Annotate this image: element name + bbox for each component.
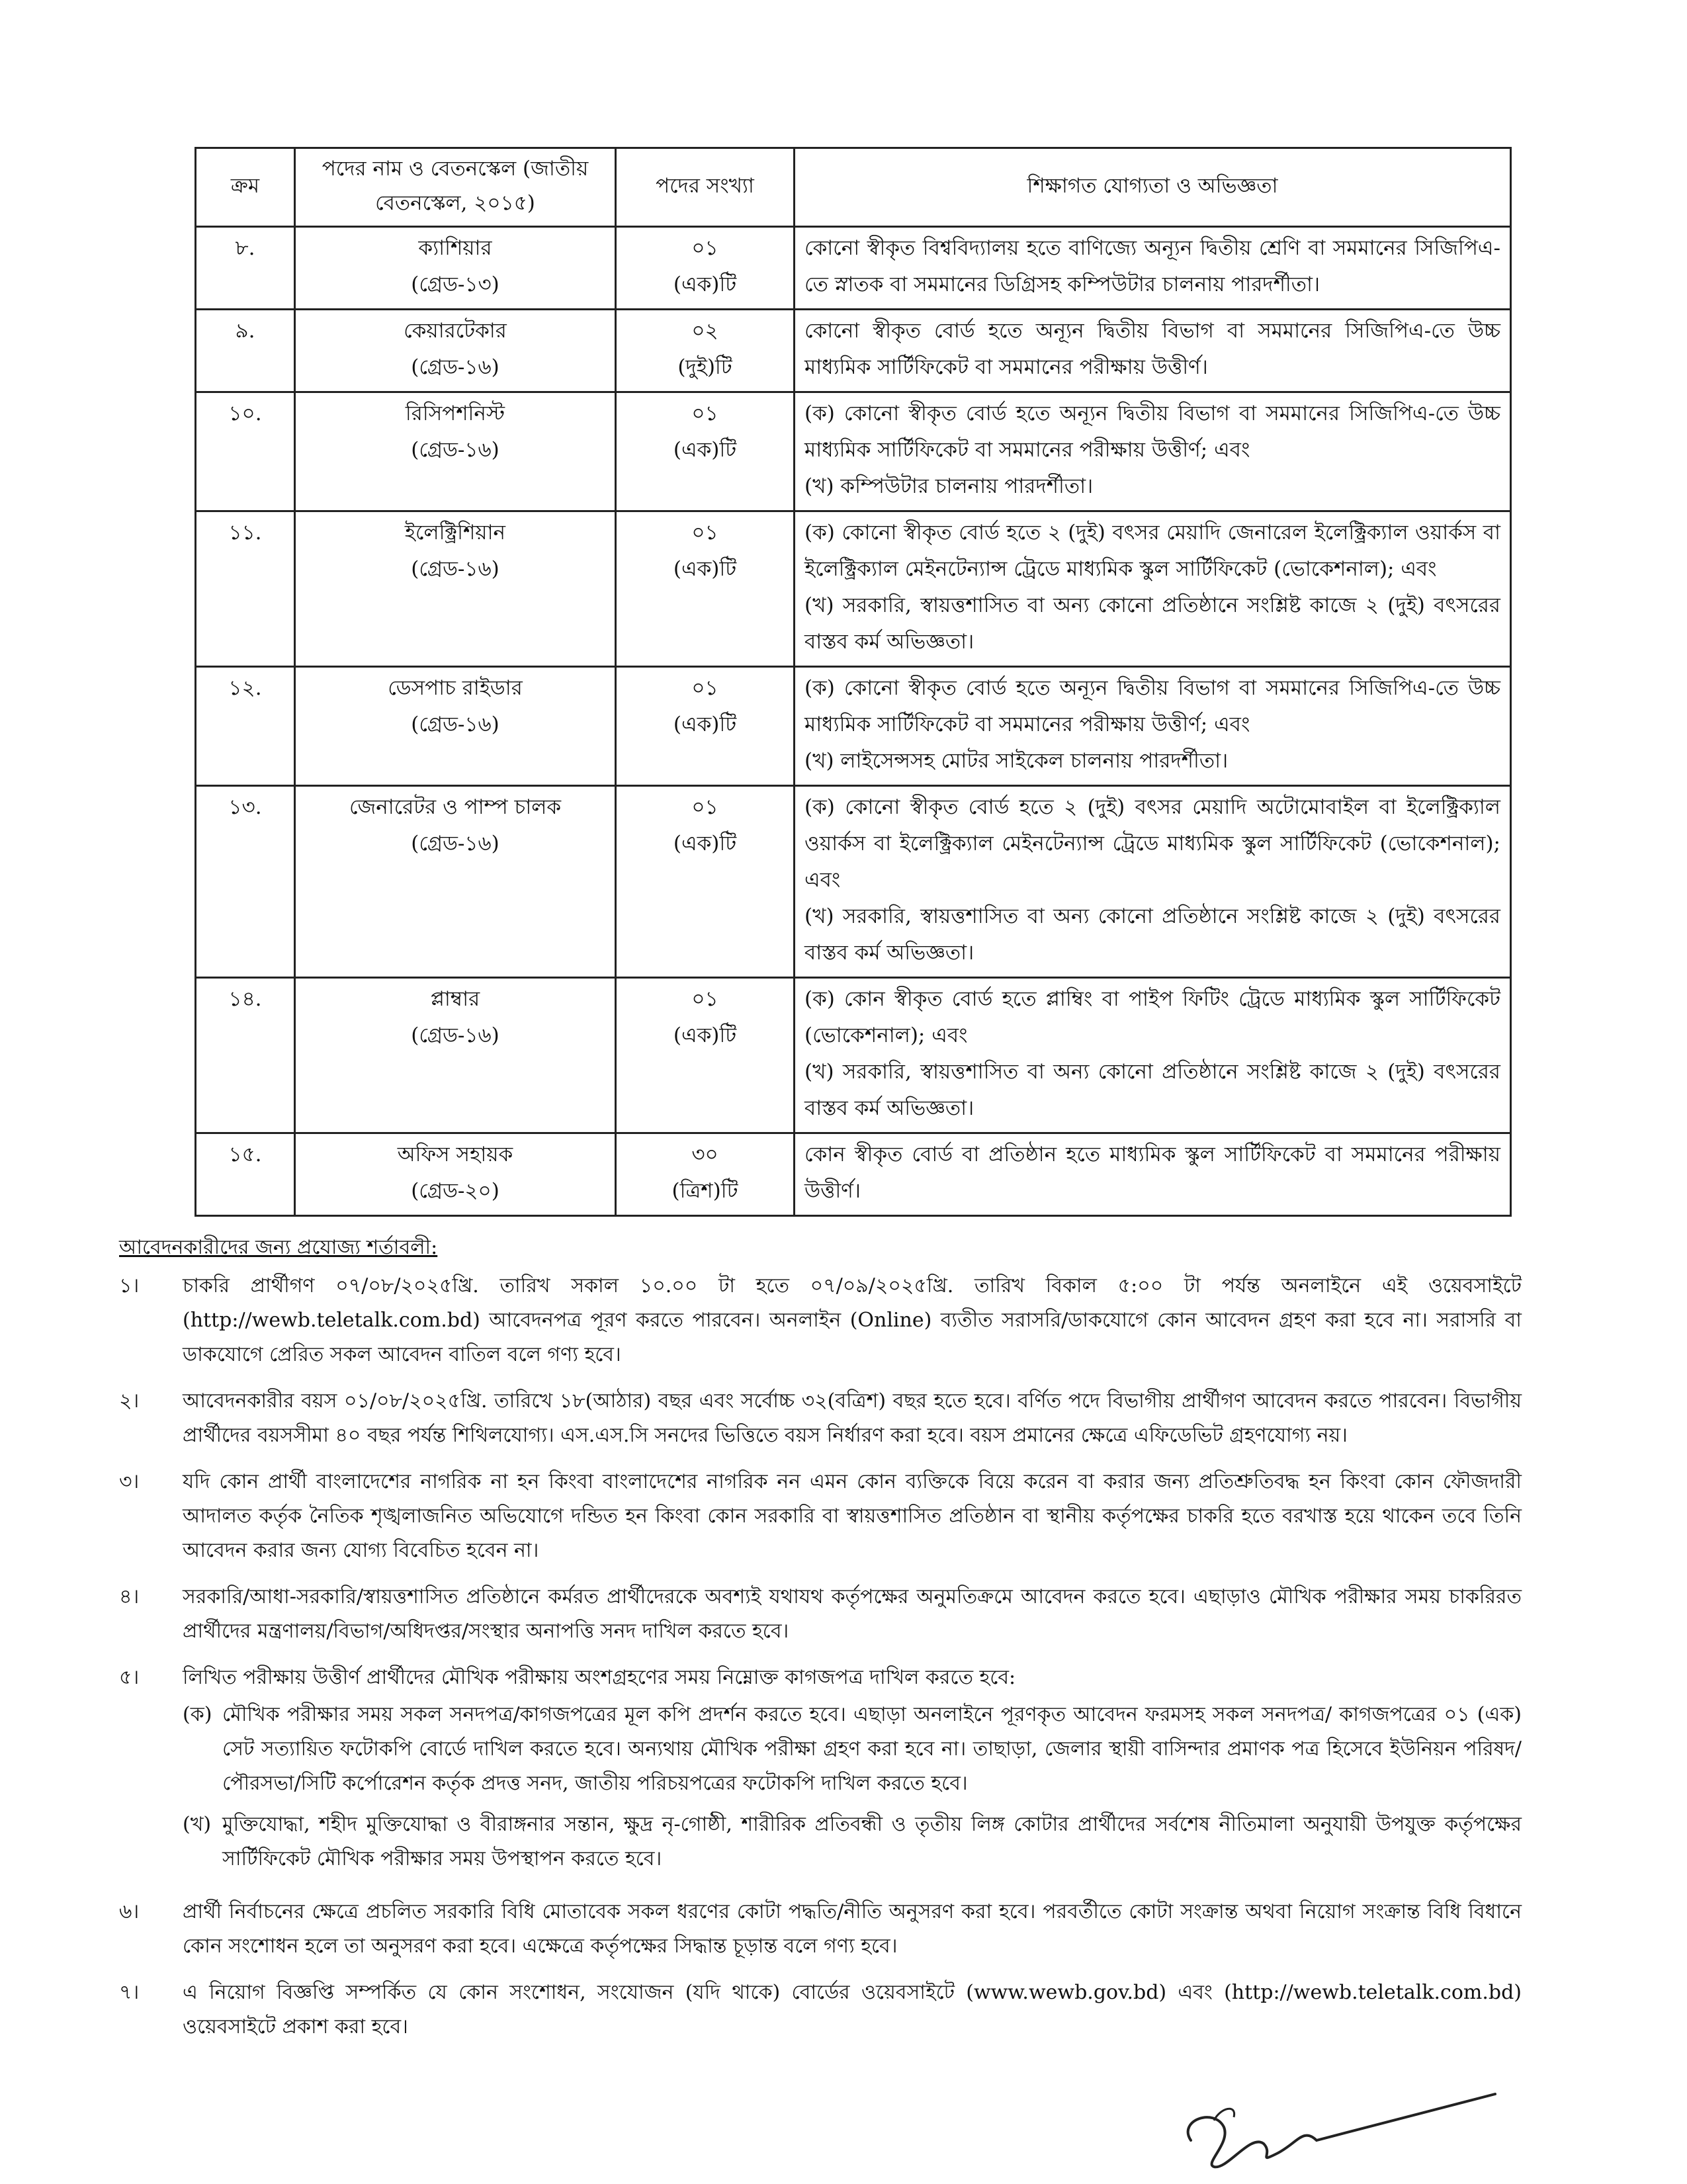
row-post (295, 786, 616, 978)
conditions-section (119, 1231, 1522, 2056)
row-serial: ১২. (196, 667, 295, 786)
row-serial: ১০. (196, 392, 295, 511)
table-row (196, 392, 1511, 511)
condition-text: প্রার্থী নির্বাচনের ক্ষেত্রে প্রচলিত সরকারি বিধি মোতাবেক সকল ধরণের কোটা পদ্ধতি/নীতি অনুসরণ করা হবে। পরবর্তীতে কোটা সংক্রান্ত অথবা নিয়োগ সংক্রান্ত বিধি বিধানে কোন সংশোধন হলে তা অনুসরণ করা হবে। এক্ষেত্রে কর্তৃপক্ষের সিদ্ধান্ত চূড়ান্ত বলে গণ্য হবে। (183, 1900, 1522, 1958)
row-post (295, 392, 616, 511)
condition-item (119, 1580, 1522, 1649)
qualification-line: (ক) কোনো স্বীকৃত বোর্ড হতে অন্যূন দ্বিতীয় বিভাগ বা সমমানের সিজিপিএ-তে উচ্চ মাধ্যমিক সার্টিফিকেট বা সমমানের পরীক্ষায় উত্তীর্ণ; এবং (804, 402, 1500, 462)
row-count (616, 511, 795, 667)
condition-item (119, 1976, 1522, 2044)
condition-text: চাকরি প্রার্থীগণ ০৭/০৮/২০২৫খ্রি. তারিখ সকাল ১০.০০ টা হতে ০৭/০৯/২০২৫খ্রি. তারিখ বিকাল ৫:০০ টা পর্যন্ত অনলাইনে এই ওয়েবসাইটে (http://wewb.teletalk.com.bd) আবেদনপত্র পূরণ করতে পারবেন। অনলাইন (Online) ব্যতীত সরাসরি/ডাকযোগে কোন আবেদন গ্রহণ করা হবে না। সরাসরি বা ডাকযোগে প্রেরিত সকল আবেদন বাতিল বলে গণ্য হবে। (183, 1274, 1522, 1366)
job-table (195, 147, 1512, 1217)
condition-body (183, 1661, 1522, 1883)
condition-item (119, 1384, 1522, 1453)
post-grade: (গ্রেড-১৬) (411, 438, 499, 462)
count-number: ০১ (691, 236, 718, 260)
post-name: ইলেক্ট্রিশিয়ান (404, 521, 506, 545)
row-serial: ৮. (196, 227, 295, 310)
condition-number: ২। (119, 1389, 140, 1413)
condition-number: ৩। (119, 1470, 140, 1493)
count-number: ০১ (691, 795, 718, 819)
table-row (196, 511, 1511, 667)
count-number: ০১ (691, 987, 718, 1011)
condition-item (119, 1661, 1522, 1883)
condition-subitem (183, 1698, 1522, 1801)
row-qualification (795, 392, 1511, 511)
table-row (196, 227, 1511, 310)
condition-body (183, 1384, 1522, 1453)
table-row (196, 786, 1511, 978)
qualification-line: (ক) কোন স্বীকৃত বোর্ড হতে প্লাম্বিং বা পাইপ ফিটিং ট্রেডে মাধ্যমিক স্কুল সার্টিফিকেট (ভোকেশনাল); এবং (804, 987, 1500, 1047)
qualification-line: (খ) সরকারি, স্বায়ত্তশাসিত বা অন্য কোনো প্রতিষ্ঠানে সংশ্লিষ্ট কাজে ২ (দুই) বৎসরের বাস্তব কর্ম অভিজ্ঞতা। (804, 904, 1500, 965)
table-row (196, 310, 1511, 392)
row-post (295, 978, 616, 1133)
post-name: রিসিপশনিস্ট (405, 402, 505, 425)
post-grade: (গ্রেড-১৬) (411, 713, 499, 736)
condition-item (119, 1465, 1522, 1568)
row-count (616, 227, 795, 310)
row-post (295, 511, 616, 667)
post-name: জেনারেটর ও পাম্প চালক (349, 795, 562, 819)
condition-text: যদি কোন প্রার্থী বাংলাদেশের নাগরিক না হন কিংবা বাংলাদেশের নাগরিক নন এমন কোন ব্যক্তিকে বিয়ে করেন বা করার জন্য প্রতিশ্রুতিবদ্ধ হন কিংবা কোন ফৌজদারী আদালত কর্তৃক নৈতিক শৃঙ্খলাজনিত অভিযোগে দন্ডিত হন কিংবা কোন সরকারি বা স্বায়ত্তশাসিত প্রতিষ্ঠান বা স্থানীয় কর্তৃপক্ষের চাকরি হতে বরখাস্ত হয়ে থাকেন তবে তিনি আবেদন করার জন্য যোগ্য বিবেচিত হবেন না। (183, 1470, 1522, 1562)
header-count: পদের সংখ্যা (616, 148, 795, 227)
qualification-line: (খ) সরকারি, স্বায়ত্তশাসিত বা অন্য কোনো প্রতিষ্ঠানে সংশ্লিষ্ট কাজে ২ (দুই) বৎসরের বাস্তব কর্ম অভিজ্ঞতা। (804, 593, 1500, 654)
row-qualification (795, 511, 1511, 667)
conditions-heading: আবেদনকারীদের জন্য প্রযোজ্য শর্তাবলী: (119, 1236, 438, 1259)
row-post (295, 667, 616, 786)
count-number: ০১ (691, 521, 718, 545)
table-row (196, 978, 1511, 1133)
count-words: (এক)টি (673, 1024, 737, 1047)
row-count (616, 1133, 795, 1216)
row-count (616, 978, 795, 1133)
row-qualification (795, 1133, 1511, 1216)
count-words: (এক)টি (673, 832, 737, 855)
row-post (295, 310, 616, 392)
row-serial: ১৫. (196, 1133, 295, 1216)
condition-text: সরকারি/আধা-সরকারি/স্বায়ত্তশাসিত প্রতিষ্ঠানে কর্মরত প্রার্থীদেরকে অবশ্যই যথাযথ কর্তৃপক্ষের অনুমতিক্রমে আবেদন করতে হবে। এছাড়াও মৌখিক পরীক্ষার সময় চাকরিরত প্রার্থীদের মন্ত্রণালয়/বিভাগ/অধিদপ্তর/সংস্থার অনাপত্তি সনদ দাখিল করতে হবে। (183, 1585, 1522, 1643)
row-qualification (795, 786, 1511, 978)
row-qualification (795, 978, 1511, 1133)
count-number: ০১ (691, 402, 718, 425)
row-qualification (795, 227, 1511, 310)
count-number: ০২ (691, 319, 718, 343)
condition-text: আবেদনকারীর বয়স ০১/০৮/২০২৫খ্রি. তারিখে ১৮(আঠার) বছর এবং সর্বোচ্চ ৩২(বত্রিশ) বছর হতে হবে। বর্ণিত পদে বিভাগীয় প্রার্থীগণ আবেদন করতে পারবেন। বিভাগীয় প্রার্থীদের বয়সসীমা ৪০ বছর পর্যন্ত শিথিলযোগ্য। এস.এস.সি সনদের ভিত্তিতে বয়স নির্ধারণ করা হবে। বয়স প্রমানের ক্ষেত্রে এফিডেভিট গ্রহণযোগ্য নয়। (183, 1389, 1522, 1447)
post-grade: (গ্রেড-১৬) (411, 557, 499, 581)
row-post (295, 1133, 616, 1216)
table-row (196, 1133, 1511, 1216)
table-header-row (196, 148, 1511, 227)
row-serial: ১৪. (196, 978, 295, 1133)
signature (1151, 2081, 1522, 2180)
post-grade: (গ্রেড-১৬) (411, 355, 499, 379)
header-serial: ক্রম (196, 148, 295, 227)
condition-body (183, 1895, 1522, 1964)
row-serial: ১১. (196, 511, 295, 667)
condition-body (183, 1976, 1522, 2044)
row-count (616, 667, 795, 786)
count-words: (এক)টি (673, 438, 737, 462)
qualification-line: কোন স্বীকৃত বোর্ড বা প্রতিষ্ঠান হতে মাধ্যমিক স্কুল সার্টিফিকেট বা সমমানের পরীক্ষায় উত্তীর্ণ। (804, 1143, 1500, 1203)
condition-number: ৬। (119, 1900, 140, 1923)
count-words: (এক)টি (673, 273, 737, 296)
qualification-line: (ক) কোনো স্বীকৃত বোর্ড হতে অন্যূন দ্বিতীয় বিভাগ বা সমমানের সিজিপিএ-তে উচ্চ মাধ্যমিক সার্টিফিকেট বা সমমানের পরীক্ষায় উত্তীর্ণ; এবং (804, 676, 1500, 736)
post-name: প্লাম্বার (430, 987, 480, 1011)
count-words: (ত্রিশ)টি (671, 1179, 738, 1203)
count-words: (এক)টি (673, 713, 737, 736)
subitem-label: (খ) (183, 1813, 212, 1836)
row-count (616, 310, 795, 392)
post-grade: (গ্রেড-২০) (411, 1179, 499, 1203)
post-grade: (গ্রেড-১৩) (411, 273, 499, 296)
condition-text: এ নিয়োগ বিজ্ঞপ্তি সম্পর্কিত যে কোন সংশোধন, সংযোজন (যদি থাকে) বোর্ডের ওয়েবসাইটে (www.wewb.gov.bd) এবং (http://wewb.teletalk.com.bd) ওয়েবসাইটে প্রকাশ করা হবে। (183, 1981, 1522, 2038)
row-count (616, 786, 795, 978)
condition-body (183, 1269, 1522, 1372)
qualification-line: (খ) লাইসেন্সসহ মোটর সাইকেল চালনায় পারদর্শীতা। (804, 749, 1229, 773)
count-words: (দুই)টি (677, 355, 732, 379)
qualification-line: (ক) কোনো স্বীকৃত বোর্ড হতে ২ (দুই) বৎসর মেয়াদি জেনারেল ইলেক্ট্রিক্যাল ওয়ার্কস বা ইলেক্ট্রিক্যাল মেইনটেন্যান্স ট্রেডে মাধ্যমিক স্কুল সার্টিফিকেট (ভোকেশনাল); এবং (804, 521, 1500, 581)
condition-body (183, 1580, 1522, 1649)
condition-number: ৪। (119, 1585, 140, 1608)
qualification-line: (খ) সরকারি, স্বায়ত্তশাসিত বা অন্য কোনো প্রতিষ্ঠানে সংশ্লিষ্ট কাজে ২ (দুই) বৎসরের বাস্তব কর্ম অভিজ্ঞতা। (804, 1060, 1500, 1120)
condition-text: লিখিত পরীক্ষায় উত্তীর্ণ প্রার্থীদের মৌখিক পরীক্ষায় অংশগ্রহণের সময় নিম্নোক্ত কাগজপত্র দাখিল করতে হবে: (183, 1666, 1016, 1689)
row-serial: ১৩. (196, 786, 295, 978)
condition-number: ৫। (119, 1666, 140, 1689)
row-count (616, 392, 795, 511)
condition-subitem (183, 1808, 1522, 1876)
condition-number: ৭। (119, 1981, 140, 2004)
condition-body (183, 1465, 1522, 1568)
condition-number: ১। (119, 1274, 140, 1297)
qualification-line: কোনো স্বীকৃত বোর্ড হতে অন্যূন দ্বিতীয় বিভাগ বা সমমানের সিজিপিএ-তে উচ্চ মাধ্যমিক সার্টিফিকেট বা সমমানের পরীক্ষায় উত্তীর্ণ। (804, 319, 1500, 379)
post-grade: (গ্রেড-১৬) (411, 1024, 499, 1047)
row-qualification (795, 667, 1511, 786)
header-post: পদের নাম ও বেতনস্কেল (জাতীয় বেতনস্কেল, ২০১৫) (295, 148, 616, 227)
subitem-text: মৌখিক পরীক্ষার সময় সকল সনদপত্র/কাগজপত্রের মূল কপি প্রদর্শন করতে হবে। এছাড়া অনলাইনে পূরণকৃত আবেদন ফরমসহ সকল সনদপত্র/ কাগজপত্রের ০১ (এক) সেট সত্যায়িত ফটোকপি বোর্ডে দাখিল করতে হবে। অন্যথায় মৌখিক পরীক্ষা গ্রহণ করা হবে না। তাছাড়া, জেলার স্থায়ী বাসিন্দার প্রমাণক পত্র হিসেবে ইউনিয়ন পরিষদ/পৌরসভা/সিটি কর্পোরেশন কর্তৃক প্রদত্ত সনদ, জাতীয় পরিচয়পত্রের ফটোকপি দাখিল করতে হবে। (222, 1703, 1522, 1795)
row-qualification (795, 310, 1511, 392)
row-serial: ৯. (196, 310, 295, 392)
count-words: (এক)টি (673, 557, 737, 581)
post-name: অফিস সহায়ক (397, 1143, 513, 1166)
post-name: ডেসপাচ রাইডার (388, 676, 523, 700)
condition-item (119, 1895, 1522, 1964)
post-name: কেয়ারটেকার (404, 319, 507, 343)
condition-item (119, 1269, 1522, 1372)
row-post (295, 227, 616, 310)
table-row (196, 667, 1511, 786)
subitem-label: (ক) (183, 1703, 212, 1726)
post-name: ক্যাশিয়ার (418, 236, 492, 260)
qualification-line: কোনো স্বীকৃত বিশ্ববিদ্যালয় হতে বাণিজ্যে অন্যূন দ্বিতীয় শ্রেণি বা সমমানের সিজিপিএ-তে স্নাতক বা সমমানের ডিগ্রিসহ কম্পিউটার চালনায় পারদর্শীতা। (804, 236, 1500, 296)
count-number: ৩০ (691, 1143, 718, 1166)
subitem-text: মুক্তিযোদ্ধা, শহীদ মুক্তিযোদ্ধা ও বীরাঙ্গনার সন্তান, ক্ষুদ্র নৃ-গোষ্ঠী, শারীরিক প্রতিবন্ধী ও তৃতীয় লিঙ্গ কোটার প্রার্থীদের সর্বশেষ নীতিমালা অনুযায়ী উপযুক্ত কর্তৃপক্ষের সার্টিফিকেট মৌখিক পরীক্ষার সময় উপস্থাপন করতে হবে। (222, 1813, 1522, 1870)
count-number: ০১ (691, 676, 718, 700)
header-qualification: শিক্ষাগত যোগ্যতা ও অভিজ্ঞতা (795, 148, 1511, 227)
qualification-line: (ক) কোনো স্বীকৃত বোর্ড হতে ২ (দুই) বৎসর মেয়াদি অটোমোবাইল বা ইলেক্ট্রিক্যাল ওয়ার্কস বা ইলেক্ট্রিক্যাল মেইনটেন্যান্স ট্রেডে মাধ্যমিক স্কুল সার্টিফিকেট (ভোকেশনাল); এবং (804, 795, 1500, 892)
post-grade: (গ্রেড-১৬) (411, 832, 499, 855)
qualification-line: (খ) কম্পিউটার চালনায় পারদর্শীতা। (804, 474, 1094, 498)
